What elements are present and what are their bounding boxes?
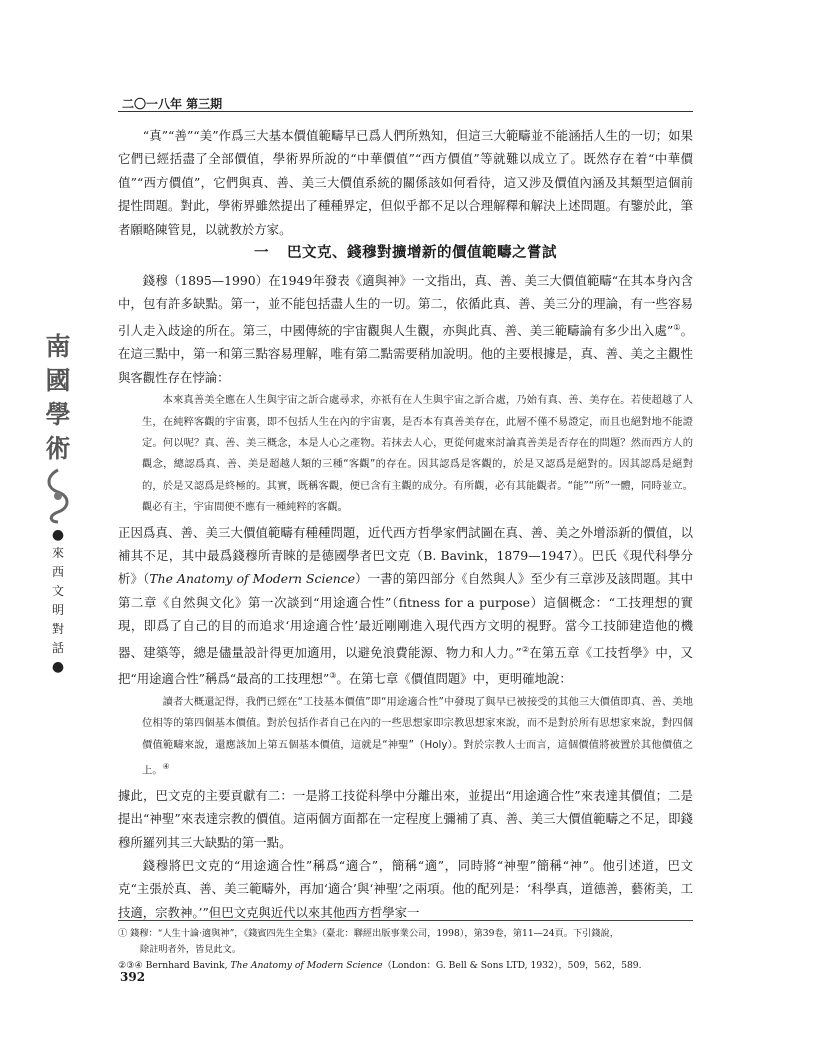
book-title: The Anatomy of Modern Science: [149, 571, 356, 587]
article-body: [118, 124, 693, 924]
footnote-rule: [118, 920, 693, 921]
footnote-book-title: The Anatomy of Modern Science: [230, 960, 383, 971]
decorative-swirl-icon: [38, 466, 78, 526]
column-char: 對: [51, 622, 64, 636]
column-char: 話: [51, 641, 64, 655]
block-quote: [118, 692, 693, 782]
paragraph-text: 在第五章《工技哲學》中，又把“用途適合性”稱爲“最高的工技理想”: [118, 644, 694, 687]
section-number: 一: [254, 244, 269, 262]
section-title: 巴文克、錢穆對擴增新的價值範疇之嘗試: [287, 244, 557, 262]
paragraph-text: 正因爲真、善、美三大價值範疇有種種問題，近代西方哲學家們試圖在真、善、美之外增添新的價值，以補其不足，其中最爲錢穆所青睞的是德國學者巴文克（B. Bavink，1879—1947）。巴氏《現代科學分析》（: [118, 524, 693, 587]
column-char: 文: [51, 584, 64, 598]
footnote-ref[interactable]: ③: [329, 671, 337, 681]
paragraph-qian-mu: [118, 269, 693, 389]
paragraph-text: 。在這三點中，第一和第三點容易理解，唯有第二點需要稍加說明。他的主要根據是，真、善、美之主觀性與客觀性存在悖論：: [118, 322, 693, 385]
page-number: 392: [120, 970, 146, 984]
journal-seal-logo: [38, 330, 78, 466]
footnote-1: [118, 926, 693, 942]
footnote-text: Bernhard Bavink,: [145, 960, 231, 971]
header-rule: [118, 111, 693, 112]
column-char: 明: [51, 603, 64, 617]
seal-char: 國: [45, 366, 71, 395]
seal-char: 南: [45, 332, 71, 361]
footnote-1-cont: 除註明者外，皆見此文。: [140, 944, 242, 955]
quote-text: 讀者大概還記得，我們已經在“工技基本價值”即“用途適合性”中發現了與早已被接受的其他三大價值即真、善、美地位相等的第四個基本價值。對於包括作者自己在內的一些思想家即宗教思想家來說，而不是對於所有思想家來說，對四個價值範疇來說，還應該加上第五個基本價值，這就是“神聖”（Holy）。對於宗教人士而言，這個價值將被置於其他價值之上。: [142, 695, 693, 777]
paragraph-text: 錢穆（1895—1990）在1949年發表《適與神》一文指出，真、善、美三大價值範疇“在其本身內含中，包有許多缺點。第一，並不能包括盡人生的一切。第二，依循此真、善、美三分的理論，有一些容易引人走入歧途的所在。第三，中國傳統的宇宙觀與人生觀，亦與此真、善、美三範疇論有多少出入處”: [118, 273, 693, 338]
section-heading: [118, 241, 693, 265]
paragraph-shi-shen: 錢穆將巴文克的“用途適合性”稱爲“適合”，簡稱“適”，同時將“神聖”簡稱“神”。他引述道，巴文克“主張於真、善、美三範疇外，再加‘適合’與‘神聖’之兩項。他的配列是：‘科學真，道德善，藝術美，工技適，宗教神。’”但巴文克與近代以來其他西方哲學家一: [118, 857, 693, 920]
seal-char: 學: [45, 400, 71, 429]
footnote-2: [118, 958, 693, 974]
seal-char: 術: [45, 434, 71, 463]
footnote-ref[interactable]: ④: [162, 761, 170, 771]
block-quote: 本來真善美全應在人生與宇宙之訢合處尋求，亦祇有在人生與宇宙之訢合處，乃始有真、善、美存在。若使超越了人生，在純粹客觀的宇宙裏，即不包括人生在內的宇宙裏，是否本有真善美存在，此層不僅不易證定，而且也絕對地不能證定。何以呢？真、善、美三概念，本是人心之產物。若抹去人心，更從何處來討論真善美是否存在的問題？然而西方人的觀念，總認爲真、善、美是超越人類的三種“客觀”的存在。因其認爲是客觀的，於是又認爲是絕對的。因其認爲是絕對的，於是又認爲是終極的。其實，既稱客觀，便已含有主觀的成分。有所觀，必有其能觀者。“能”“所”一體，同時並立。觀必有主，宇宙間便不應有一種純粹的客觀。: [142, 394, 693, 514]
footnote-text: （London：G. Bell & Sons LTD, 1932），509，562，589.: [382, 960, 642, 971]
journal-sidebar: [38, 330, 78, 676]
bullet-dot: ●: [51, 659, 65, 675]
column-title: [38, 544, 78, 658]
footnote-mark: ②③④: [118, 960, 143, 971]
footnote-mark: ①: [118, 928, 128, 939]
paragraph-text: ）一書的第四部分《自然與人》至少有三章涉及該問題。其中第二章《自然與文化》第一次談到“用途適合性”（fitness for a purpose）這個概念：“工技理想的實現，即爲了自己的目的而追求‘用途適合性’最近剛剛進入現代西方文明的視野。當今工技師建造他的機器、建築等，總是儘量設計得更加適用，以避免浪費能源、物力和人力。”: [118, 571, 694, 660]
paragraph-text: 。在第七章《價值問題》中，更明確地說：: [336, 671, 572, 687]
column-char: 來: [51, 546, 64, 560]
footnote-ref[interactable]: ②: [521, 644, 530, 654]
column-char: 西: [51, 565, 64, 579]
footnote-text: 錢穆：“人生十論·適與神”，《錢賓四先生全集》（臺北：聯經出版事業公司，1998），第39卷，第11—24頁。下引錢說，: [130, 928, 619, 939]
bullet-dot: ●: [51, 527, 65, 543]
footnote-ref[interactable]: ①: [673, 322, 681, 332]
running-head: 二〇一八年 第三期: [122, 97, 223, 111]
paragraph-intro: “真”“善”“美”作爲三大基本價值範疇早已爲人們所熟知，但這三大範疇並不能涵括人生的一切；如果它們已經括盡了全部價值，學術界所說的“中華價值”“西方價值”等就難以成立了。既然存在着“中華價值”“西方價值”，它們與真、善、美三大價值系統的關係該如何看待，這又涉及價值內涵及其類型這個前提性問題。對此，學術界雖然提出了種種界定，但似乎都不足以合理解釋和解決上述問題。有鑒於此，筆者願略陳管見，以就教於方家。: [118, 128, 693, 237]
paragraph-contribution: 據此，巴文克的主要貢獻有二：一是將工技從科學中分離出來，並提出“用途適合性”來表達其價值；二是提出“神聖”來表達宗教的價值。這兩個方面都在一定程度上彌補了真、善、美三大價值範疇之不足，即錢穆所羅列其三大缺點的第一點。: [118, 787, 693, 850]
footnotes: [118, 926, 693, 974]
paragraph-bavink: [118, 521, 693, 691]
